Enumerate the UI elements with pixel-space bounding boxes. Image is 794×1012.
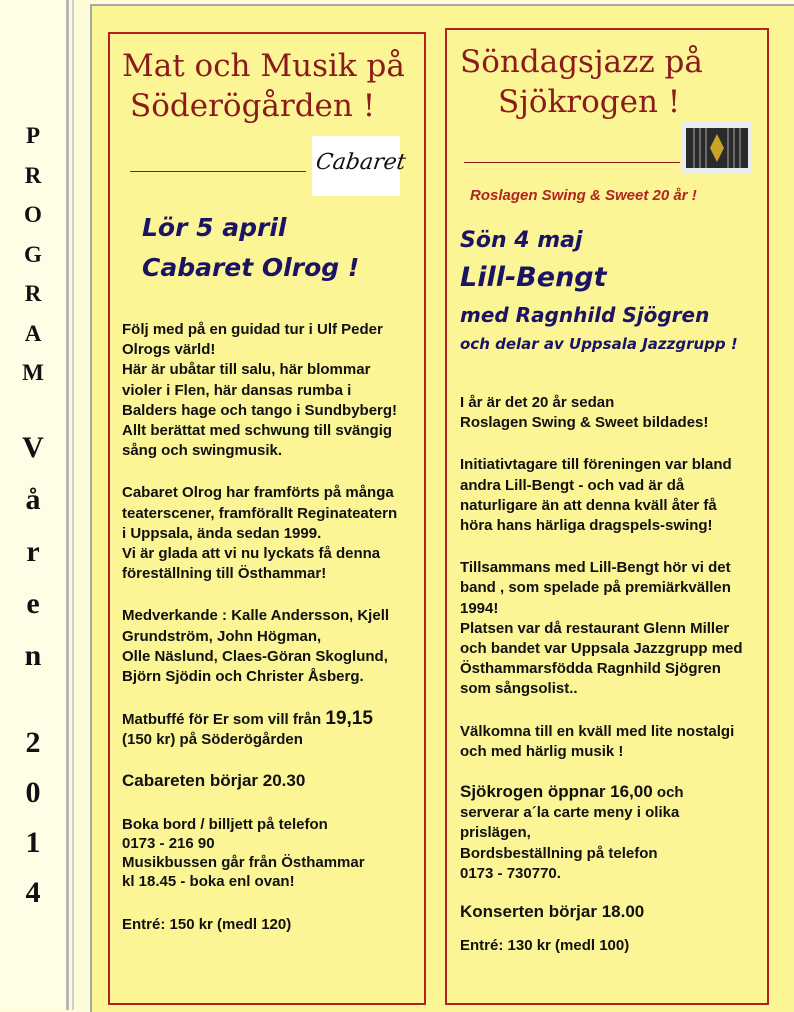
left-entry-price: Entré: 150 kr (medl 120) — [122, 915, 292, 933]
year-vertical-text: 2 0 1 4 — [25, 726, 41, 909]
left-title: Lör 5 april Cabaret Olrog ! — [142, 213, 360, 282]
accordion-icon — [682, 122, 752, 174]
anniversary-text: Roslagen Swing & Sweet 20 år ! — [470, 187, 697, 204]
right-paragraph-1: I år är det 20 år sedan Roslagen Swing & Sweet bildades! — [460, 394, 709, 432]
left-start-time: Cabareten börjar 20.30 — [122, 770, 306, 790]
right-artist: Lill-Bengt — [460, 262, 607, 293]
season-vertical-text: V å r e n — [22, 431, 44, 672]
right-band: och delar av Uppsala Jazzgrupp ! — [460, 335, 738, 353]
right-opening-info: Sjökrogen öppnar 16,00 och serverar a´la carte meny i olika prislägen, Bordsbeställning på telefon 0173 - 730770. — [460, 782, 684, 882]
sidebar-divider — [66, 0, 69, 1010]
right-start-time: Konserten börjar 18.00 — [460, 902, 645, 922]
left-cast: Medverkande : Kalle Andersson, Kjell Grundström, John Högman, Olle Näslund, Claes-Göran Skoglund, Björn Sjödin och Christer Åsberg. — [122, 607, 390, 686]
left-booking: Boka bord / billjett på telefon 0173 - 216 90 Musikbussen går från Östhammar kl 18.45 - boka enl ovan! — [122, 815, 365, 890]
cabaret-logo: Cabaret — [312, 136, 400, 196]
right-entry-price: Entré: 130 kr (medl 100) — [460, 937, 630, 955]
accordion-image — [682, 122, 752, 174]
right-date: Sön 4 maj — [460, 228, 583, 253]
right-paragraph-4: Välkomna till en kväll med lite nostalgi och med härlig musik ! — [460, 722, 735, 760]
right-divider — [464, 162, 680, 163]
sidebar — [0, 0, 66, 1010]
right-guest: med Ragnhild Sjögren — [460, 303, 710, 327]
left-body — [122, 320, 397, 935]
sidebar-divider-2 — [72, 0, 74, 1010]
left-divider — [130, 171, 306, 172]
right-body — [460, 393, 743, 956]
program-vertical-text: P R O G R A M — [22, 123, 44, 385]
right-paragraph-3: Tillsammans med Lill-Bengt hör vi det band , som spelade på premiärkvällen 1994! Platsen var då restaurant Glenn Miller och bandet var Uppsala Jazzgrupp med Östhammarsfödda Ragnhild Sjögren som sångsolist.. — [460, 559, 743, 698]
right-heading: Söndagsjazz på Sjökrogen ! — [460, 44, 703, 120]
left-paragraph-1: Följ med på en guidad tur i Ulf Peder Olrogs värld! Här är ubåtar till salu, här blommar violer i Flen, här dansas rumba i Balders hage och tango i Sundbyberg! Allt berättat med schwung till svängig sång och swingmusik. — [122, 321, 398, 460]
left-heading: Mat och Musik på Söderögården ! — [122, 48, 405, 124]
right-paragraph-2: Initiativtagare till föreningen var bland andra Lill-Bengt - och vad är då naturligare än att denna kväll åter få höra hans härliga dragspels-swing! — [460, 456, 732, 535]
left-food-info: Matbuffé för Er som vill från 19,15 (150 kr) på Söderögården — [122, 708, 373, 749]
left-paragraph-2: Cabaret Olrog har framförts på många teaterscener, framförallt Reginateatern i Uppsala, ända sedan 1999. Vi är glada att vi nu lyckats få denna föreställning till Östhammar! — [122, 484, 398, 583]
